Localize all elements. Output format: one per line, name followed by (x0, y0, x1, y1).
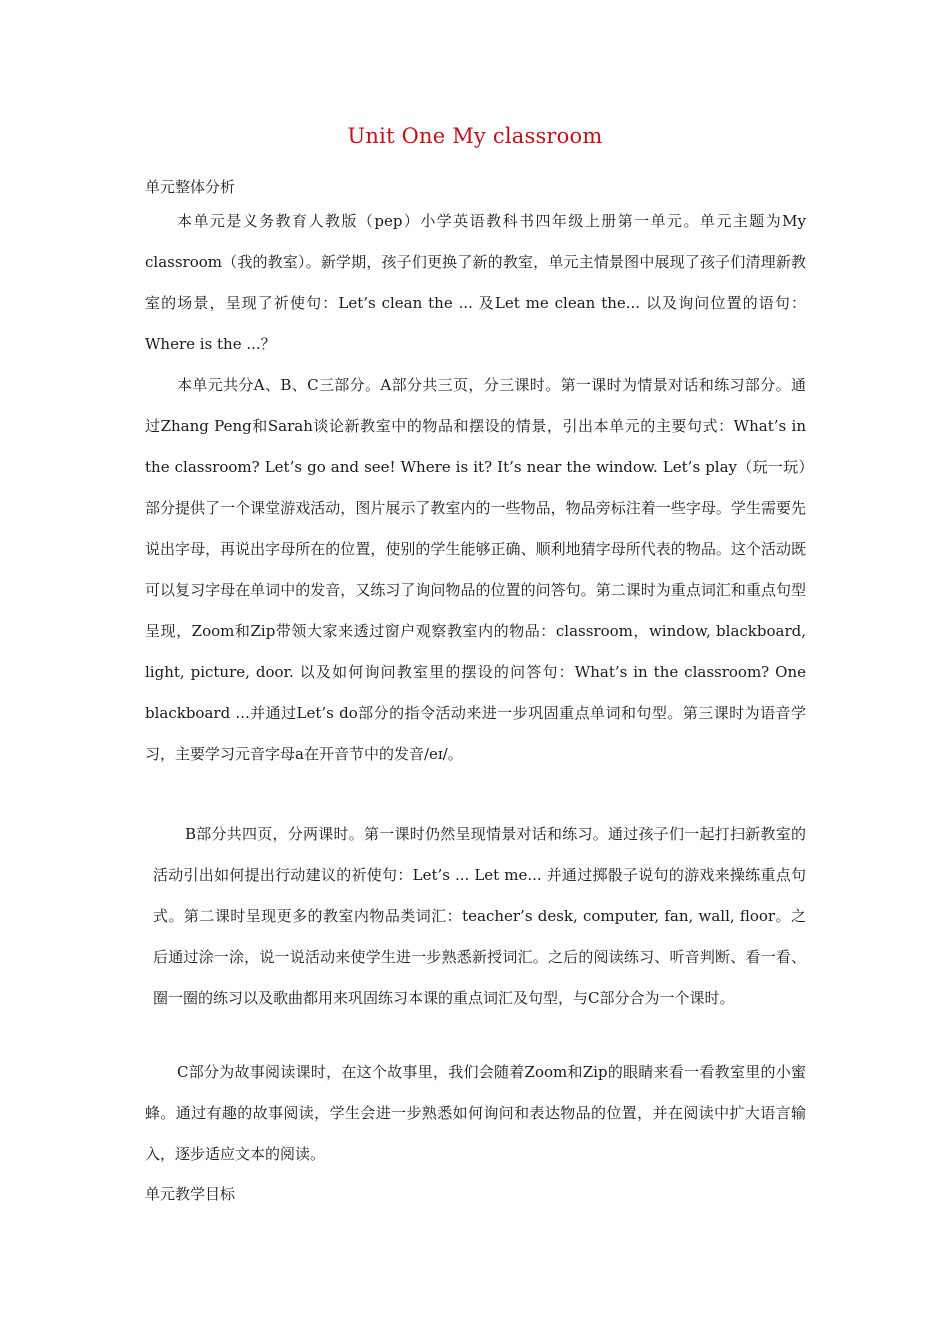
paragraph-part-c: C部分为故事阅读课时，在这个故事里，我们会随着Zoom和Zip的眼睛来看一看教室里的小蜜蜂。通过有趣的故事阅读，学生会进一步熟悉如何询问和表达物品的位置，并在阅读中扩大语言输入，逐步适应文本的阅读。 (145, 1063, 806, 1163)
paragraph-part-a: 本单元共分A、B、C三部分。A部分共三页，分三课时。第一课时为情景对话和练习部分。通过Zhang Peng和Sarah谈论新教室中的物品和摆设的情景，引出本单元的主要句式：What’s in the classroom? Let’s go and see! Where is it? It’s near the window. Let’s play（玩一玩）部分提供了一个课堂游戏活动，图片展示了教室内的一些物品，物品旁标注着一些字母。学生需要先说出字母，再说出字母所在的位置，使别的学生能够正确、顺利地猜字母所代表的物品。这个活动既可以复习字母在单词中的发音，又练习了询问物品的位置的问答句。第二课时为重点词汇和重点句型呈现，Zoom和Zip带领大家来透过窗户观察教室内的物品：classroom，window, blackboard, light, picture, door. 以及如何询问教室里的摆设的问答句：What’s in the classroom? One blackboard ...并通过Let’s do部分的指令活动来进一步巩固重点单词和句型。第三课时为语音学习，主要学习元音字母a在开音节中的发音/eɪ/。 (145, 376, 806, 763)
paragraph-part-b: B部分共四页，分两课时。第一课时仍然呈现情景对话和练习。通过孩子们一起打扫新教室的活动引出如何提出行动建议的祈使句：Let’s ... Let me... 并通过掷骰子说句的游戏来操练重点句式。第二课时呈现更多的教室内物品类词汇：teacher’s desk, computer, fan, wall, floor。之后通过涂一涂，说一说活动来使学生进一步熟悉新授词汇。之后的阅读练习、听音判断、看一看、圈一圈的练习以及歌曲都用来巩固练习本课的重点词汇及句型，与C部分合为一个课时。 (153, 825, 806, 1007)
paragraph-unit-overview: 本单元是义务教育人教版（pep）小学英语教科书四年级上册第一单元。单元主题为My classroom（我的教室）。新学期，孩子们更换了新的教室，单元主情景图中展现了孩子们清理新教室的场景，呈现了祈使句：Let’s clean the ... 及Let me clean the... 以及询问位置的语句：Where is the ...？ (145, 212, 806, 353)
section-heading-unit-analysis: 单元整体分析 (145, 178, 236, 196)
section-heading-teaching-goals: 单元教学目标 (145, 1185, 236, 1203)
document-title: Unit One My classroom (347, 124, 603, 148)
